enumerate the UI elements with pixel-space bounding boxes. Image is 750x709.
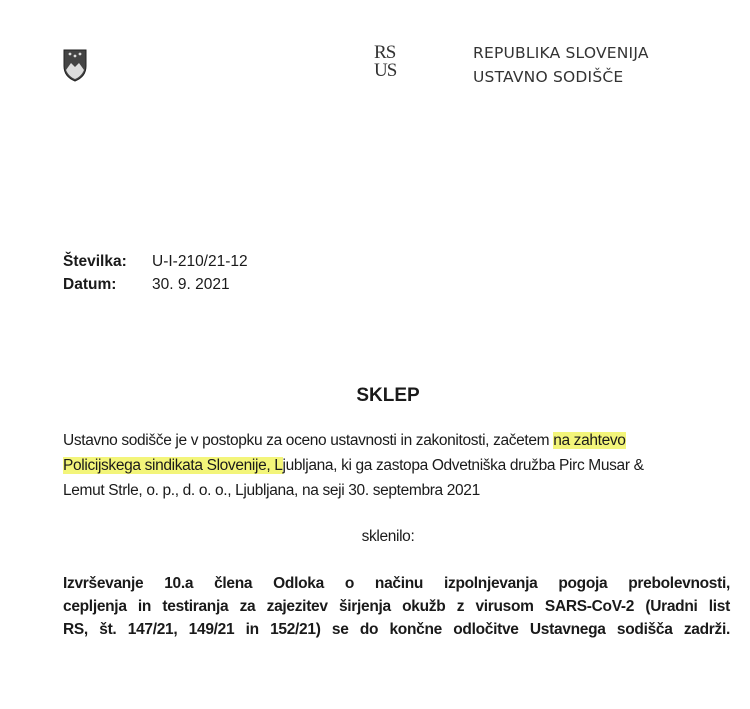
coat-of-arms-icon bbox=[62, 48, 88, 87]
ruling-line-1: Izvrševanje 10.a člena Odloka o načinu izpolnjevanja pogoja prebolevnosti, bbox=[63, 575, 730, 592]
date-label: Datum: bbox=[63, 276, 117, 293]
date-value: 30. 9. 2021 bbox=[152, 276, 230, 293]
intro-text: jubljana, ki ga zastopa Odvetniška družba Pirc Musar & bbox=[282, 457, 644, 474]
header-court: USTAVNO SODIŠČE bbox=[473, 68, 624, 86]
header-republic: REPUBLIKA SLOVENIJA bbox=[473, 44, 649, 62]
ruling-line-2: cepljenja in testiranja za zajezitev širjenja okužb z virusom SARS-CoV-2 (Uradni list bbox=[63, 598, 730, 615]
intro-text: Ustavno sodišče je v postopku za oceno ustavnosti in zakonitosti, začetem bbox=[63, 432, 554, 449]
decided-label: sklenilo: bbox=[361, 528, 415, 545]
court-logo: RS US bbox=[374, 42, 396, 81]
ruling-line-3: RS, št. 147/21, 149/21 in 152/21) se do končne odločitve Ustavnega sodišča zadrži. bbox=[63, 621, 730, 638]
intro-line-3: Lemut Strle, o. p., d. o. o., Ljubljana, na seji 30. septembra 2021 bbox=[63, 482, 480, 499]
highlighted-text: Policijskega sindikata Slovenije, L bbox=[63, 457, 283, 474]
document-title: SKLEP bbox=[356, 385, 420, 406]
highlighted-text: na zahtevo bbox=[553, 432, 626, 449]
case-number-value: U-I-210/21-12 bbox=[152, 253, 248, 270]
intro-line-2 bbox=[63, 457, 644, 475]
case-number-label: Številka: bbox=[63, 253, 127, 270]
intro-line-1 bbox=[63, 432, 626, 450]
